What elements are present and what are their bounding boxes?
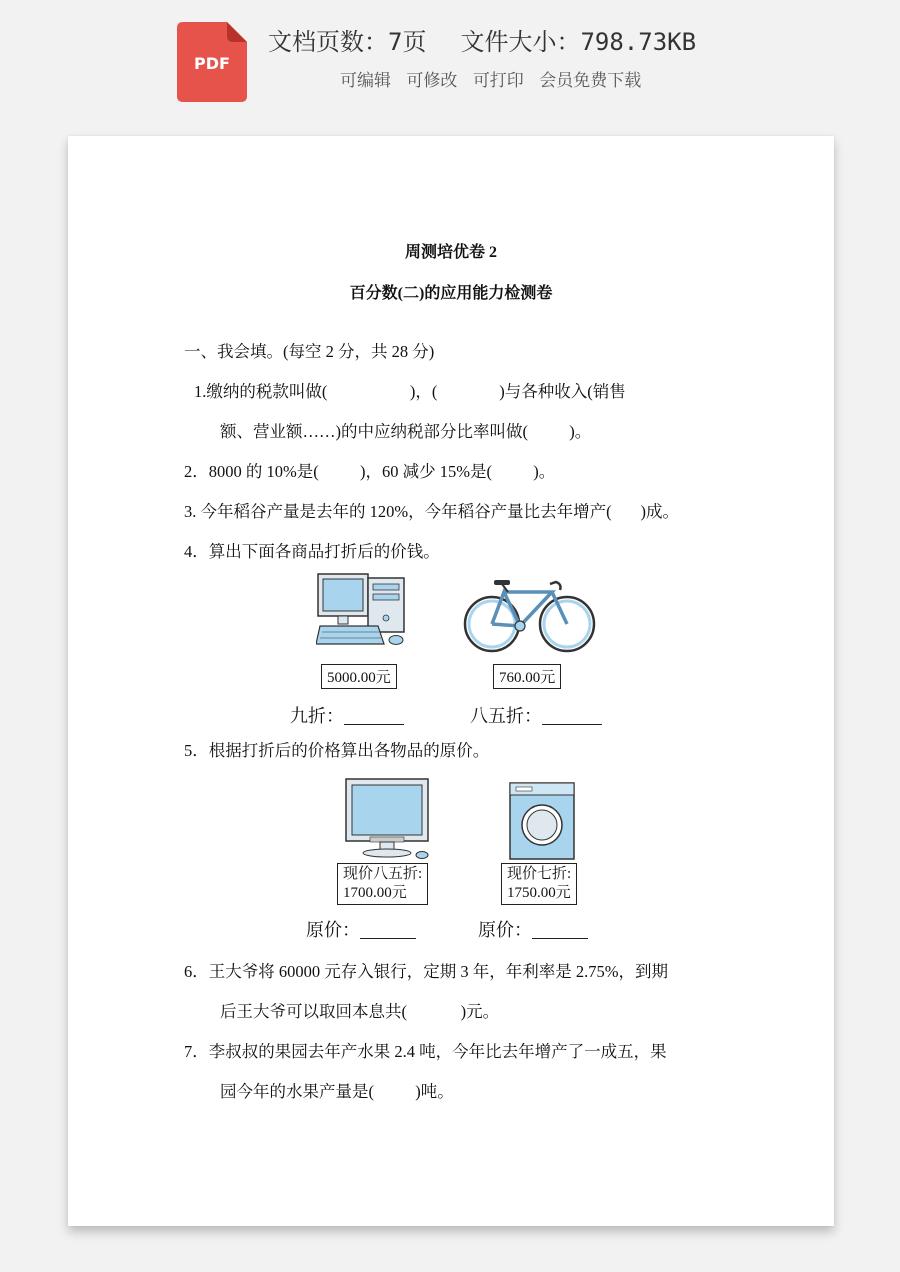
washing-machine-illustration [508, 781, 578, 861]
doc-subtitle: 百分数(二)的应用能力检测卷 [349, 285, 553, 302]
question-5: 5．根据打折后的价格算出各物品的原价。 [184, 741, 490, 760]
feature-modifiable: 可修改 [406, 71, 458, 91]
washer-answer-blank[interactable] [532, 920, 588, 939]
bicycle-discount-label: 八五折： [470, 706, 542, 726]
file-size: 文件大小：798.73KB [460, 28, 697, 56]
question-4: 4．算出下面各商品打折后的价钱。 [184, 542, 440, 561]
feature-editable: 可编辑 [340, 71, 391, 91]
washer-price-line1: 现价七折: [507, 866, 572, 882]
page-count: 文档页数：7页 [268, 28, 427, 56]
bicycle-illustration [462, 570, 598, 656]
bicycle-price-tag: 760.00元 [493, 664, 561, 689]
washer-answer-label: 原价： [478, 920, 532, 940]
question-7-line2: 园今年的水果产量是( )吨。 [220, 1082, 454, 1101]
section-heading: 一、我会填。(每空 2 分，共 28 分) [184, 342, 435, 361]
monitor-price-tag [337, 863, 428, 905]
computer-discount-answer [290, 702, 404, 728]
washer-original-price-answer [478, 916, 588, 942]
monitor-original-price-answer [306, 916, 416, 942]
feature-list [340, 66, 641, 91]
question-1-line1: 1.缴纳的税款叫做( )，( )与各种收入(销售 [194, 382, 626, 401]
download-header [0, 0, 900, 120]
monitor-price-line1: 现价八五折: [343, 866, 423, 882]
question-3: 3. 今年稻谷产量是去年的 120%，今年稻谷产量比去年增产( )成。 [184, 502, 679, 521]
question-7-line1: 7．李叔叔的果园去年产水果 2.4 吨，今年比去年增产了一成五，果 [184, 1042, 667, 1061]
pdf-file-icon [177, 22, 247, 102]
washer-price-tag [501, 863, 577, 905]
question-6-line2: 后王大爷可以取回本息共( )元。 [220, 1002, 500, 1021]
question-1-line2: 额、营业额……)的中应纳税部分比率叫做( )。 [220, 422, 592, 441]
bicycle-answer-blank[interactable] [542, 706, 602, 725]
computer-illustration [316, 570, 412, 650]
computer-price-tag: 5000.00元 [321, 664, 397, 689]
file-info [268, 22, 696, 57]
pdf-icon-label: PDF [194, 54, 230, 73]
washer-price-line2: 1750.00元 [507, 885, 571, 901]
monitor-price-line2: 1700.00元 [343, 885, 407, 901]
question-6-line1: 6．王大爷将 60000 元存入银行，定期 3 年，年利率是 2.75%，到期 [184, 962, 668, 981]
feature-printable: 可打印 [472, 71, 524, 91]
monitor-illustration [340, 777, 436, 861]
monitor-answer-label: 原价： [306, 920, 360, 940]
document-page [68, 136, 834, 1226]
bicycle-discount-answer [470, 702, 602, 728]
computer-discount-label: 九折： [290, 706, 344, 726]
feature-member-download: 会员免费下载 [539, 71, 642, 91]
computer-answer-blank[interactable] [344, 706, 404, 725]
doc-title: 周测培优卷 2 [404, 244, 497, 261]
monitor-answer-blank[interactable] [360, 920, 416, 939]
question-2: 2．8000 的 10%是( )，60 减少 15%是( )。 [184, 462, 556, 481]
